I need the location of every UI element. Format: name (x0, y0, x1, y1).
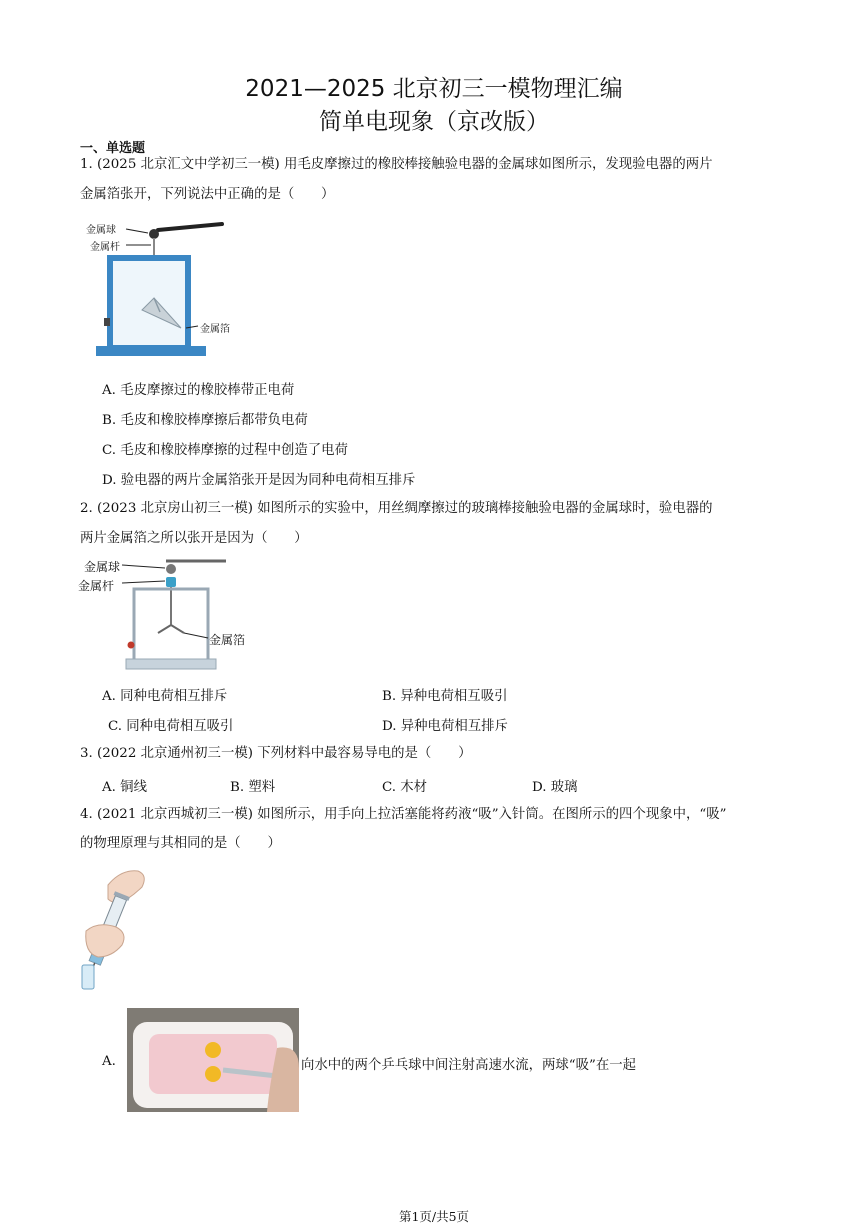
question-3-text: (2022 北京通州初三一模) 下列材料中最容易导电的是（ ） (97, 746, 472, 761)
question-1-option-c: C. 毛皮和橡胶棒摩擦的过程中创造了电荷 (102, 443, 348, 458)
question-4-line-1 (80, 805, 726, 825)
document-title: 2021—2025 北京初三一模物理汇编 (245, 76, 623, 102)
question-3-option-a: A. 铜线 (102, 780, 147, 795)
question-1-text: (2025 北京汇文中学初三一模) 用毛皮摩擦过的橡胶棒接触验电器的金属球如图所示，发现验电器的两片 (97, 157, 713, 172)
figure-1-label-rod: 金属杆 (90, 242, 120, 253)
question-3-option-b: B. 塑料 (230, 780, 276, 795)
figure-1-label-ball: 金属球 (86, 225, 116, 236)
question-2-option-c: C. 同种电荷相互吸引 (108, 719, 234, 734)
figure-electroscope-1 (86, 218, 230, 363)
question-1-option-a: A. 毛皮摩擦过的橡胶棒带正电荷 (102, 383, 295, 398)
question-4-line-2: 的物理原理与其相同的是（ ） (80, 836, 281, 851)
question-2-option-d: D. 异种电荷相互排斥 (382, 719, 508, 734)
question-1-line-2: 金属箔张开，下列说法中正确的是（ ） (80, 187, 335, 202)
question-4-text: (2021 北京西城初三一模) 如图所示，用手向上拉活塞能将药液“吸”入针筒。在图所示的四个现象中，“吸” (97, 807, 727, 822)
question-4-option-a-label: A. (102, 1054, 116, 1069)
figure-electroscope-2 (76, 555, 256, 675)
question-1-number: 1. (80, 157, 93, 172)
question-4-option-a-text: 向水中的两个乒乓球中间注射高速水流，两球“吸”在一起 (301, 1058, 637, 1073)
question-2-number: 2. (80, 501, 93, 516)
question-4-number: 4. (80, 807, 93, 822)
question-3-option-c: C. 木材 (382, 780, 428, 795)
question-2-option-a: A. 同种电荷相互排斥 (102, 689, 228, 704)
figure-2-label-foil: 金属箔 (209, 633, 246, 647)
section-heading: 一、单选题 (80, 141, 146, 156)
figure-1-label-foil: 金属箔 (200, 324, 230, 335)
question-1-option-d: D. 验电器的两片金属箔张开是因为同种电荷相互排斥 (102, 473, 416, 488)
question-2-text: (2023 北京房山初三一模) 如图所示的实验中，用丝绸摩擦过的玻璃棒接触验电器的金属球时，验电器的 (97, 501, 713, 516)
question-1-option-b: B. 毛皮和橡胶棒摩擦后都带负电荷 (102, 413, 308, 428)
question-1-line-1 (80, 155, 713, 175)
figure-2-label-ball: 金属球 (84, 560, 121, 574)
document-subtitle: 简单电现象（京改版） (319, 109, 549, 135)
question-3-line-1 (80, 744, 471, 764)
question-2-line-2: 两片金属箔之所以张开是因为（ ） (80, 531, 308, 546)
figure-2-label-rod: 金属杆 (78, 579, 115, 593)
figure-syringe (76, 865, 156, 995)
question-2-option-b: B. 异种电荷相互吸引 (382, 689, 508, 704)
question-2-line-1 (80, 499, 713, 519)
question-3-number: 3. (80, 746, 93, 761)
question-3-option-d: D. 玻璃 (532, 780, 578, 795)
page-footer: 第1页/共5页 (398, 1209, 470, 1224)
photo-ping-pong-tray (127, 1008, 299, 1112)
